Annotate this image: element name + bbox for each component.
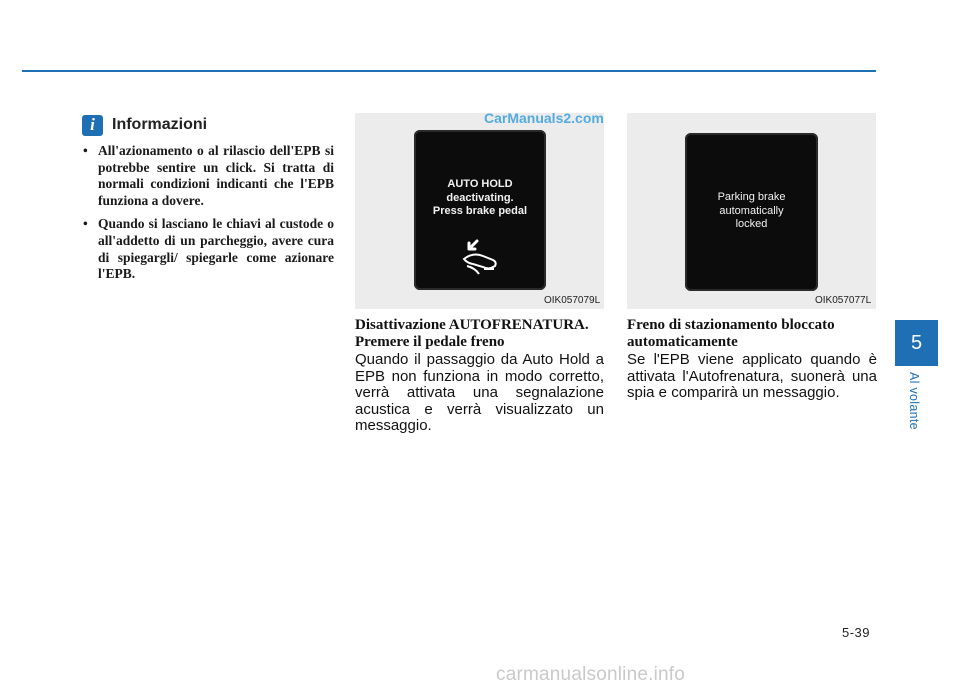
info-header [82, 114, 207, 136]
section-heading: Disattivazione AUTOFRENATURA. Premere il pedale freno [355, 317, 589, 350]
figure-auto-hold-message [355, 113, 604, 309]
cluster-display [685, 133, 818, 291]
watermark-logo: CarManuals2.com [484, 110, 604, 126]
section-heading: Freno di stazionamento bloccato automaticamente [627, 317, 835, 350]
section-body: Se l'EPB viene applicato quando è attivata l'Autofrenatura, suonerà una spia e comparirà un messaggio. [627, 351, 877, 402]
info-bullet: • Quando si lasciano le chiavi al custode o all'addetto di un parcheggio, avere cura di spiegargli/ spiegarle come azionare l'EPB. [82, 216, 334, 282]
footer-watermark: carmanualsonline.info [496, 664, 686, 685]
figure-code: OIK057079L [544, 295, 601, 306]
section-body: Quando il passaggio da Auto Hold a EPB non funziona in modo corretto, verrà attivata una segnalazione acustica e verrà visualizzato un messaggio. [355, 351, 604, 435]
info-title: Informazioni [112, 116, 208, 133]
cluster-display [414, 130, 546, 290]
header-rule [22, 70, 876, 72]
info-icon: i [82, 115, 103, 136]
chapter-label: Al volante [907, 372, 921, 430]
display-message: Parking brake automatically locked [717, 191, 786, 230]
figure-parking-brake-message [627, 113, 876, 309]
chapter-tab: 5 [895, 320, 938, 366]
info-bullet-list [82, 143, 334, 290]
page-number: 5-39 [842, 625, 871, 640]
display-message: AUTO HOLD deactivating. Press brake pedal [432, 178, 528, 217]
brake-pedal-icon [457, 238, 501, 276]
figure-code: OIK057077L [815, 295, 872, 306]
info-bullet: • All'azionamento o al rilascio dell'EPB si potrebbe sentire un click. Si tratta di normali condizioni indicanti che l'EPB funziona a dovere. [82, 143, 334, 209]
